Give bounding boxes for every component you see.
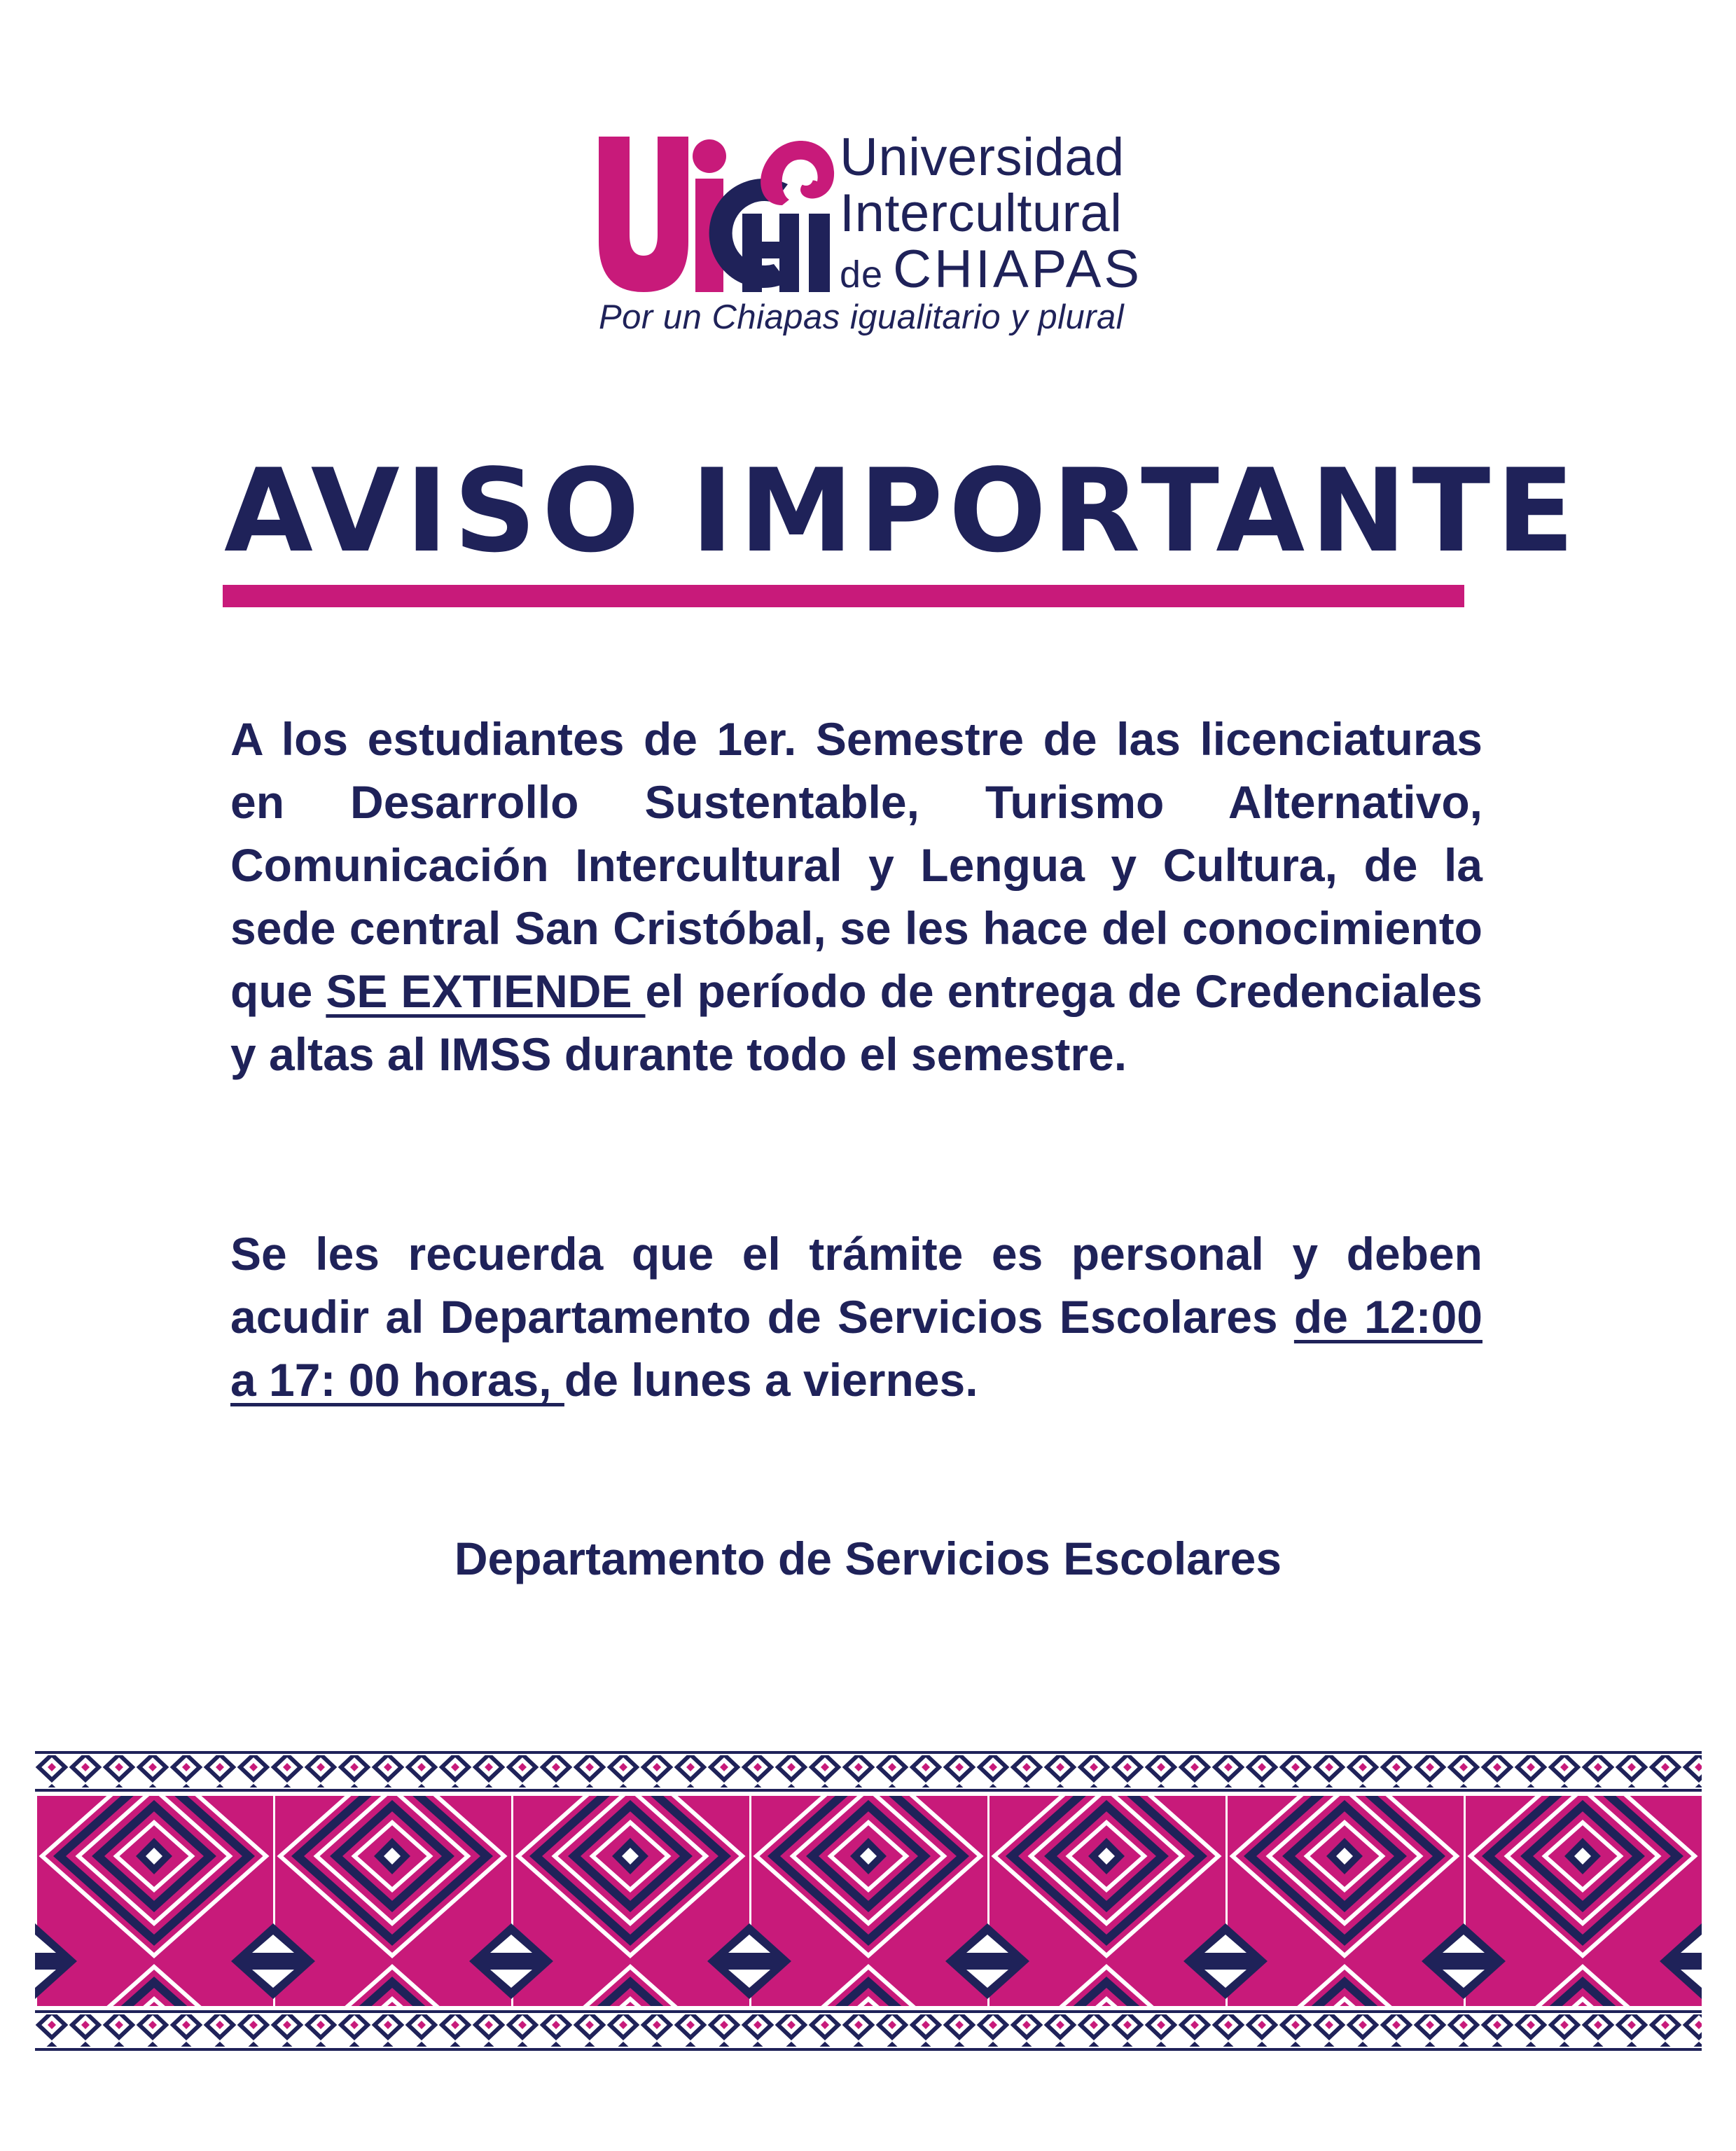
textile-pattern-border — [35, 1751, 1702, 2052]
university-logo — [599, 127, 1159, 340]
logo-line-chiapas — [840, 242, 1162, 303]
logo-de: de — [840, 254, 884, 296]
notice-paragraph-2 — [230, 1222, 1482, 1411]
notice-paragraph-1 — [230, 707, 1482, 1086]
title-underline-bar — [223, 585, 1464, 607]
paragraph-2-text-start: Se les recuerda que el trámite es personal y deben acudir al Departamento de Servicios Escolares — [230, 1228, 1482, 1343]
logo-wordmark — [840, 127, 1162, 303]
logo-line-intercultural: Intercultural — [840, 184, 1123, 243]
logo-chiapas: CHIAPAS — [893, 240, 1143, 299]
uich-logo-mark-icon — [599, 130, 837, 298]
logo-line-universidad: Universidad — [840, 127, 1125, 187]
paragraph-2-text-end: de lunes a viernes. — [564, 1354, 978, 1406]
page-title: AVISO IMPORTANTE — [224, 444, 1581, 578]
signature-department: Departamento de Servicios Escolares — [454, 1533, 1282, 1584]
paragraph-1-text-end: el período de entrega de Credenciales y altas al IMSS durante todo el semestre. — [230, 965, 1482, 1080]
paragraph-2-underlined-hours: de 12:00 a 17: 00 horas, — [230, 1291, 1482, 1406]
paragraph-1-underlined: SE EXTIENDE — [326, 965, 646, 1017]
paragraph-1-text-start: A los estudiantes de 1er. Semestre de las licenciaturas en Desarrollo Sustentable, Turismo Alternativo, Comunicación Intercultural y Lengua y Cultura, de la sede central San Cristóbal, se les hace del conocimiento que — [230, 713, 1482, 1017]
logo-slogan: Por un Chiapas igualitario y plural — [599, 298, 1125, 336]
